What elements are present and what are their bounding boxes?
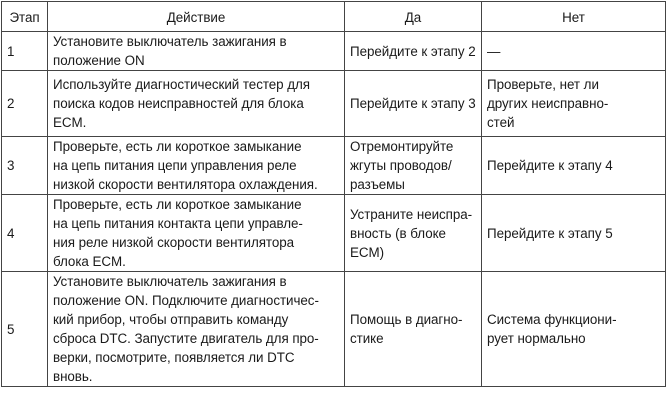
- action-text: Используйте диагностический тестер для поиска кодов неисправностей для блока ECM.: [48, 71, 345, 137]
- no-outcome: Перейдите к этапу 4: [482, 137, 666, 195]
- no-outcome: —: [482, 32, 666, 71]
- yes-outcome: Перейдите к этапу 3: [345, 71, 482, 137]
- header-step: Этап: [2, 2, 48, 32]
- header-action: Действие: [48, 2, 345, 32]
- action-text: Проверьте, есть ли короткое замыкание на цепь питания контакта цепи управле- ния реле низкой скорости вентилятора блока ECM.: [48, 195, 345, 272]
- yes-outcome: Перейдите к этапу 2: [345, 32, 482, 71]
- action-text: Установите выключатель зажигания в положение ON: [48, 32, 345, 71]
- step-number: 3: [2, 137, 48, 195]
- no-outcome: Перейдите к этапу 5: [482, 195, 666, 272]
- step-number: 4: [2, 195, 48, 272]
- table-row: [2, 272, 666, 387]
- header-no: Нет: [482, 2, 666, 32]
- no-outcome: Проверьте, нет ли других неисправно- стей: [482, 71, 666, 137]
- step-number: 5: [2, 272, 48, 387]
- step-number: 1: [2, 32, 48, 71]
- header-yes: Да: [345, 2, 482, 32]
- action-text: Установите выключатель зажигания в положение ON. Подключите диагностичес- кий прибор, чтобы отправить команду сброса DTC. Запустите двигатель для про- верки, посмотрите, появляется ли DTC вновь.: [48, 272, 345, 387]
- yes-outcome: Помощь в диагно- стике: [345, 272, 482, 387]
- table-row: [2, 71, 666, 137]
- no-outcome: Система функциони- рует нормально: [482, 272, 666, 387]
- yes-outcome: Устраните неиспра- вность (в блоке ECM): [345, 195, 482, 272]
- step-number: 2: [2, 71, 48, 137]
- action-text: Проверьте, есть ли короткое замыкание на цепь питания цепи управления реле низкой скорости вентилятора охлаждения.: [48, 137, 345, 195]
- diagnostic-steps-table: [1, 1, 666, 387]
- table-row: [2, 195, 666, 272]
- yes-outcome: Отремонтируйте жгуты проводов/ разъемы: [345, 137, 482, 195]
- table-row: [2, 32, 666, 71]
- table-header-row: [2, 2, 666, 32]
- table-row: [2, 137, 666, 195]
